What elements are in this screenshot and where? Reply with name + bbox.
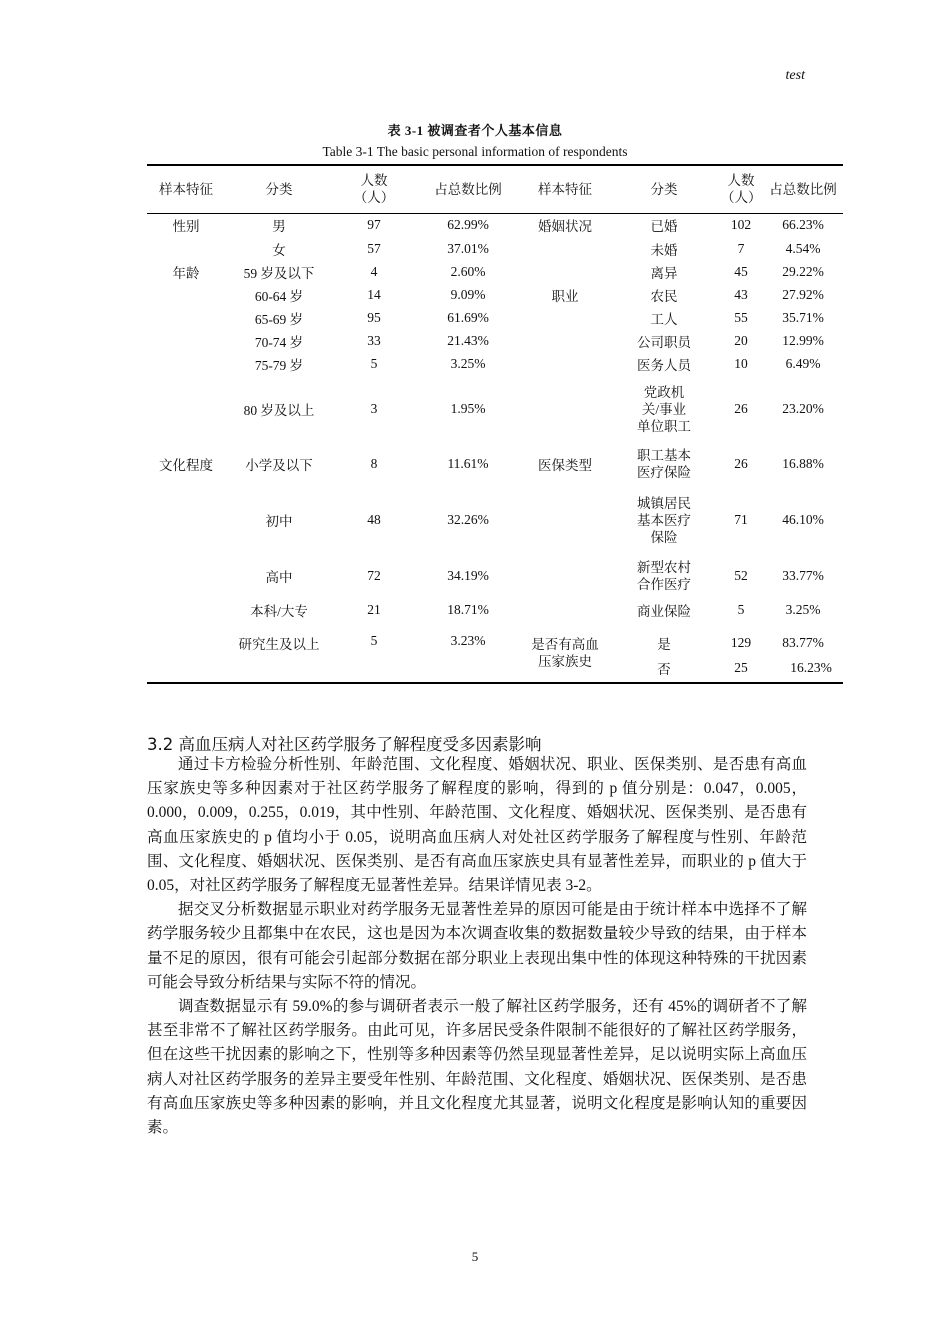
paragraph: 调查数据显示有 59.0%的参与调研者表示一般了解社区药学服务，还有 45%的调研者不了解甚至非常不了解社区药学服务。由此可见，许多居民受条件限制不能很好的了解社区药学服务，但在这些干扰因素的影响之下，性别等多种因素等仍然呈现显著性差异，足以说明实际上高血压病人对社区药学服务的差异主要受年性别、年龄范围、文化程度、婚姻状况、医保类别、是否患有高血压家族史等多种因素的影响，并且文化程度尤其显著，说明文化程度是影响认知的重要因素。 bbox=[147, 998, 807, 1137]
table-row bbox=[147, 352, 843, 375]
cell: 5 bbox=[370, 633, 378, 648]
cell: 14 bbox=[367, 286, 381, 302]
cell: 65-69 岁 bbox=[254, 311, 304, 327]
cell: 否 bbox=[657, 661, 671, 677]
cell: 4.54% bbox=[785, 240, 821, 256]
cell: 医务人员 bbox=[637, 357, 691, 373]
cell: 26 bbox=[734, 401, 748, 416]
body-text bbox=[147, 753, 807, 1140]
table-row bbox=[147, 485, 843, 555]
header-cell: 占总数比例 bbox=[434, 181, 502, 197]
cell: 9.09% bbox=[450, 286, 486, 302]
cell: 女 bbox=[272, 242, 286, 258]
cell: 23.20% bbox=[782, 401, 824, 416]
header-cell: 样本特征 bbox=[159, 181, 213, 197]
category-label: 是否有高血 压家族史 bbox=[531, 636, 599, 669]
table-row bbox=[147, 623, 843, 653]
cell: 25 bbox=[734, 659, 748, 675]
paragraph: 据交叉分析数据显示职业对药学服务无显著性差异的原因可能是由于统计样本中选择不了解药学服务较少且都集中在农民，这也是因为本次调查收集的数据数量较少导致的结果，由于样本量不足的原因，很有可能会引起部分数据在部分职业上表现出集中性的体现这种特殊的干扰因素可能会导致分析结果与实际不符的情况。 bbox=[147, 901, 807, 991]
cell: 21.43% bbox=[447, 332, 489, 348]
cell: 60-64 岁 bbox=[254, 288, 304, 304]
table-row bbox=[147, 375, 843, 443]
cell: 32.26% bbox=[447, 512, 489, 527]
table-row bbox=[147, 283, 843, 306]
cell: 未婚 bbox=[650, 242, 678, 258]
category-label: 医保类型 bbox=[538, 458, 592, 473]
cell: 34.19% bbox=[447, 568, 489, 583]
cell: 高中 bbox=[265, 570, 293, 585]
cell: 80 岁及以上 bbox=[243, 403, 315, 418]
cell: 2.60% bbox=[450, 263, 486, 279]
cell: 新型农村 合作医疗 bbox=[637, 560, 691, 592]
cell: 46.10% bbox=[782, 512, 824, 527]
cell: 农民 bbox=[650, 288, 678, 304]
cell: 102 bbox=[730, 217, 752, 233]
header-label: test bbox=[785, 68, 805, 83]
cell: 95 bbox=[367, 309, 381, 325]
cell: 66.23% bbox=[782, 217, 824, 233]
cell: 61.69% bbox=[447, 309, 489, 325]
cell: 初中 bbox=[265, 514, 293, 529]
cell: 公司职员 bbox=[637, 334, 691, 350]
cell: 59 岁及以下 bbox=[243, 265, 315, 281]
cell: 26 bbox=[734, 456, 748, 471]
cell: 研究生及以上 bbox=[238, 637, 320, 652]
cell: 离异 bbox=[650, 265, 678, 281]
cell: 37.01% bbox=[447, 240, 489, 256]
cell: 55 bbox=[734, 309, 748, 325]
table-row bbox=[147, 597, 843, 623]
cell: 8 bbox=[370, 456, 378, 471]
cell: 12.99% bbox=[782, 332, 824, 348]
cell: 29.22% bbox=[782, 263, 824, 279]
cell: 52 bbox=[734, 568, 748, 583]
table-row bbox=[147, 237, 843, 260]
cell: 33.77% bbox=[782, 568, 824, 583]
cell: 3.25% bbox=[450, 355, 486, 371]
cell: 3 bbox=[370, 401, 378, 416]
cell: 5 bbox=[737, 602, 745, 617]
table-row bbox=[147, 443, 843, 485]
cell: 5 bbox=[370, 355, 378, 371]
cell: 16.88% bbox=[782, 456, 824, 471]
respondents-table bbox=[147, 164, 843, 684]
cell: 10 bbox=[734, 355, 748, 371]
cell: 83.77% bbox=[782, 635, 824, 650]
cell: 男 bbox=[272, 219, 286, 235]
cell: 本科/大专 bbox=[250, 604, 308, 619]
cell: 商业保险 bbox=[637, 604, 691, 619]
table-row bbox=[147, 555, 843, 597]
cell: 45 bbox=[734, 263, 748, 279]
table-row bbox=[147, 329, 843, 352]
cell: 129 bbox=[730, 635, 752, 650]
table-row bbox=[147, 213, 843, 237]
header-cell: 分类 bbox=[265, 181, 293, 197]
cell: 1.95% bbox=[450, 401, 486, 416]
category-label: 文化程度 bbox=[159, 458, 213, 473]
category-label: 年龄 bbox=[172, 265, 200, 281]
header-cell: 分类 bbox=[650, 181, 678, 197]
cell: 97 bbox=[367, 217, 381, 233]
cell: 43 bbox=[734, 286, 748, 302]
cell: 18.71% bbox=[447, 602, 489, 617]
cell: 75-79 岁 bbox=[254, 357, 304, 373]
cell: 小学及以下 bbox=[245, 458, 313, 473]
cell: 16.23% bbox=[790, 659, 832, 675]
category-label: 职业 bbox=[551, 288, 579, 304]
cell: 72 bbox=[367, 568, 381, 583]
cell: 是 bbox=[657, 637, 671, 652]
cell: 48 bbox=[367, 512, 381, 527]
header-cell: 人数 （人） bbox=[353, 173, 395, 206]
header-cell: 样本特征 bbox=[538, 181, 592, 197]
header-cell: 人数 （人） bbox=[721, 173, 762, 206]
section-title: 3.2 高血压病人对社区药学服务了解程度受多因素影响 bbox=[147, 735, 542, 754]
cell: 4 bbox=[370, 263, 378, 279]
page-number: 5 bbox=[471, 1249, 479, 1264]
cell: 城镇居民 基本医疗 保险 bbox=[637, 495, 691, 545]
cell: 7 bbox=[737, 240, 745, 256]
cell: 3.25% bbox=[785, 602, 821, 617]
cell: 35.71% bbox=[782, 309, 824, 325]
table-row bbox=[147, 306, 843, 329]
cell: 20 bbox=[734, 332, 748, 348]
category-label: 性别 bbox=[172, 219, 200, 235]
cell: 职工基本 医疗保险 bbox=[637, 448, 691, 480]
cell: 33 bbox=[367, 332, 381, 348]
table-header-row bbox=[147, 165, 843, 213]
table-caption-en: Table 3-1 The basic personal information of respondents bbox=[322, 144, 628, 159]
cell: 21 bbox=[367, 602, 381, 617]
paragraph: 通过卡方检验分析性别、年龄范围、文化程度、婚姻状况、职业、医保类别、是否患有高血压家族史等多种因素对于社区药学服务了解程度的影响，得到的 p 值分别是：0.047，0.005，0.000，0.009，0.255，0.019，其中性别、年龄范围、文化程度、婚姻状况、医保类别、是否患有高血压家族史的 p 值均小于 0.05，说明高血压病人对处社区药学服务了解程度与性别、年龄范围、文化程度、婚姻状况、医保类别、是否有高血压家族史具有显著性差异，而职业的 p 值大于 0.05，对社区药学服务了解程度无显著性差异。结果详情见表 3-2。 bbox=[147, 756, 807, 895]
cell: 11.61% bbox=[447, 456, 489, 471]
category-label: 婚姻状况 bbox=[538, 219, 592, 235]
cell: 3.23% bbox=[450, 633, 486, 648]
cell: 57 bbox=[367, 240, 381, 256]
cell: 党政机 关/事业 单位职工 bbox=[637, 384, 691, 434]
cell: 62.99% bbox=[447, 217, 489, 233]
cell: 27.92% bbox=[782, 286, 824, 302]
header-cell: 占总数比例 bbox=[769, 181, 837, 197]
cell: 70-74 岁 bbox=[254, 334, 304, 350]
table-caption-zh: 表 3-1 被调查者个人基本信息 bbox=[387, 123, 563, 138]
cell: 工人 bbox=[650, 311, 678, 327]
table-row bbox=[147, 260, 843, 283]
cell: 6.49% bbox=[785, 355, 821, 371]
cell: 已婚 bbox=[650, 219, 678, 235]
cell: 71 bbox=[734, 512, 748, 527]
